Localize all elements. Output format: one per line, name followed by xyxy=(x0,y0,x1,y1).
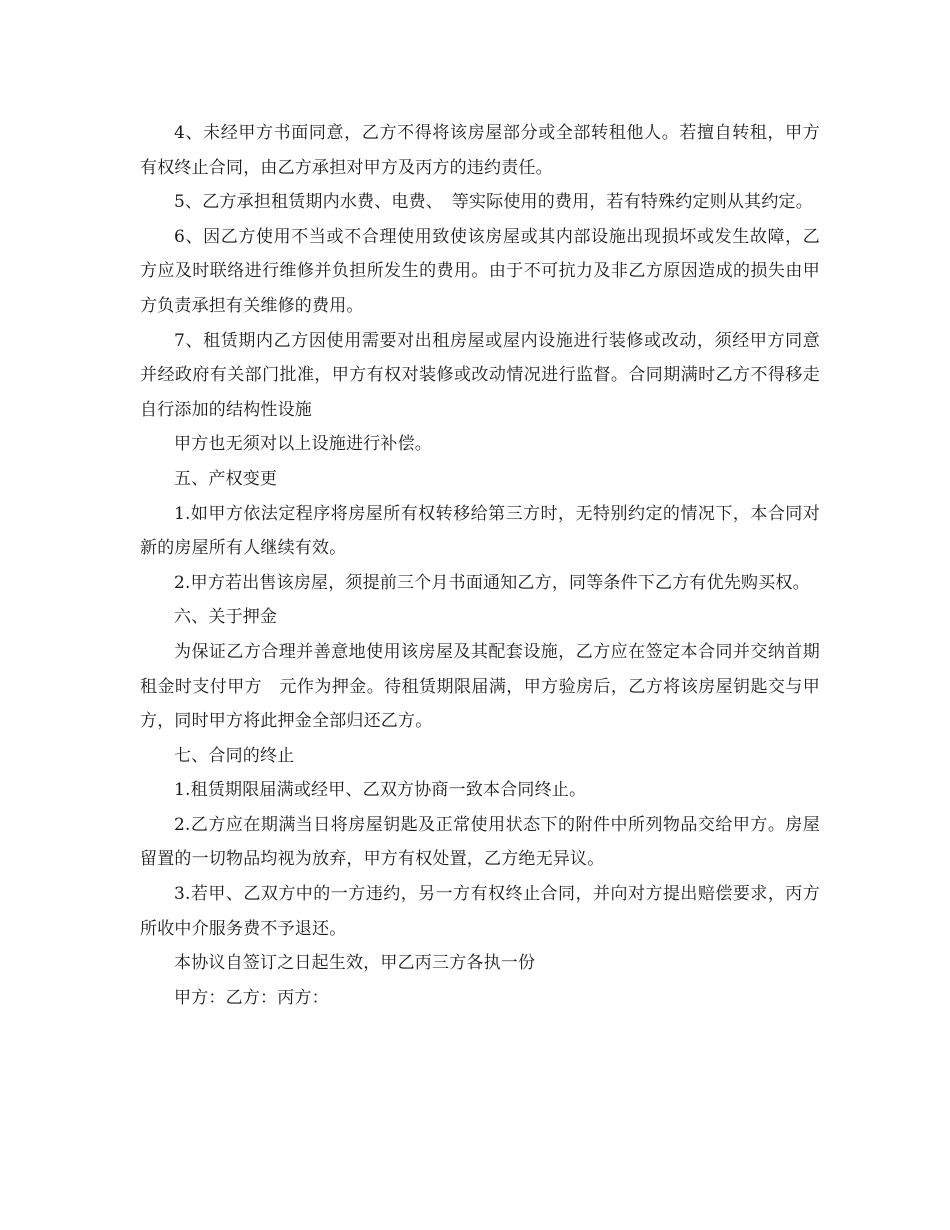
clause-6-damage-repair: 6、因乙方使用不当或不合理使用致使该房屋或其内部设施出现损坏或发生故障，乙方应及时联络进行维修并负担所发生的费用。由于不可抗力及非乙方原因造成的损失由甲方负责承担有关维修的费用。 xyxy=(140,226,820,316)
clause-7-no-compensation: 甲方也无须对以上设施进行补偿。 xyxy=(174,434,432,455)
section-heading-termination: 七、合同的终止 xyxy=(174,745,295,766)
section-heading-property-rights: 五、产权变更 xyxy=(174,468,278,489)
termination-item-2: 2.乙方应在期满当日将房屋钥匙及正常使用状态下的附件中所列物品交给甲方。房屋留置的一切物品均视为放弃，甲方有权处置，乙方绝无异议。 xyxy=(140,814,820,870)
deposit-clause: 为保证乙方合理并善意地使用该房屋及其配套设施，乙方应在签定本合同并交纳首期租金时支付甲方 元作为押金。待租赁期限届满，甲方验房后，乙方将该房屋钥匙交与甲方，同时甲方将此押金全部归还乙方。 xyxy=(140,641,820,732)
termination-item-3: 3.若甲、乙双方中的一方违约，另一方有权终止合同，并向对方提出赔偿要求，丙方所收中介服务费不予退还。 xyxy=(140,884,820,939)
clause-4-sublet: 4、未经甲方书面同意，乙方不得将该房屋部分或全部转租他人。若擅自转租，甲方有权终止合同，由乙方承担对甲方及丙方的违约责任。 xyxy=(140,123,820,178)
property-rights-item-1: 1.如甲方依法定程序将房屋所有权转移给第三方时，无特别约定的情况下，本合同对新的房屋所有人继续有效。 xyxy=(140,503,820,559)
clause-7-renovation: 7、租赁期内乙方因使用需要对出租房屋或屋内设施进行装修或改动，须经甲方同意并经政府有关部门批准，甲方有权对装修或改动情况进行监督。合同期满时乙方不得移走自行添加的结构性设施 xyxy=(140,330,820,420)
section-heading-deposit: 六、关于押金 xyxy=(174,607,278,628)
termination-item-1: 1.租赁期限届满或经甲、乙双方协商一致本合同终止。 xyxy=(174,780,587,801)
effective-clause: 本协议自签订之日起生效，甲乙丙三方各执一份 xyxy=(174,953,536,974)
property-rights-item-2: 2.甲方若出售该房屋，须提前三个月书面通知乙方，同等条件下乙方有优先购买权。 xyxy=(174,572,810,593)
document-body xyxy=(140,116,820,1015)
clause-5-utility-fees: 5、乙方承担租赁期内水费、电费、 等实际使用的费用，若有特殊约定则从其约定。 xyxy=(174,192,813,213)
signature-parties: 甲方：乙方：丙方： xyxy=(174,987,329,1008)
